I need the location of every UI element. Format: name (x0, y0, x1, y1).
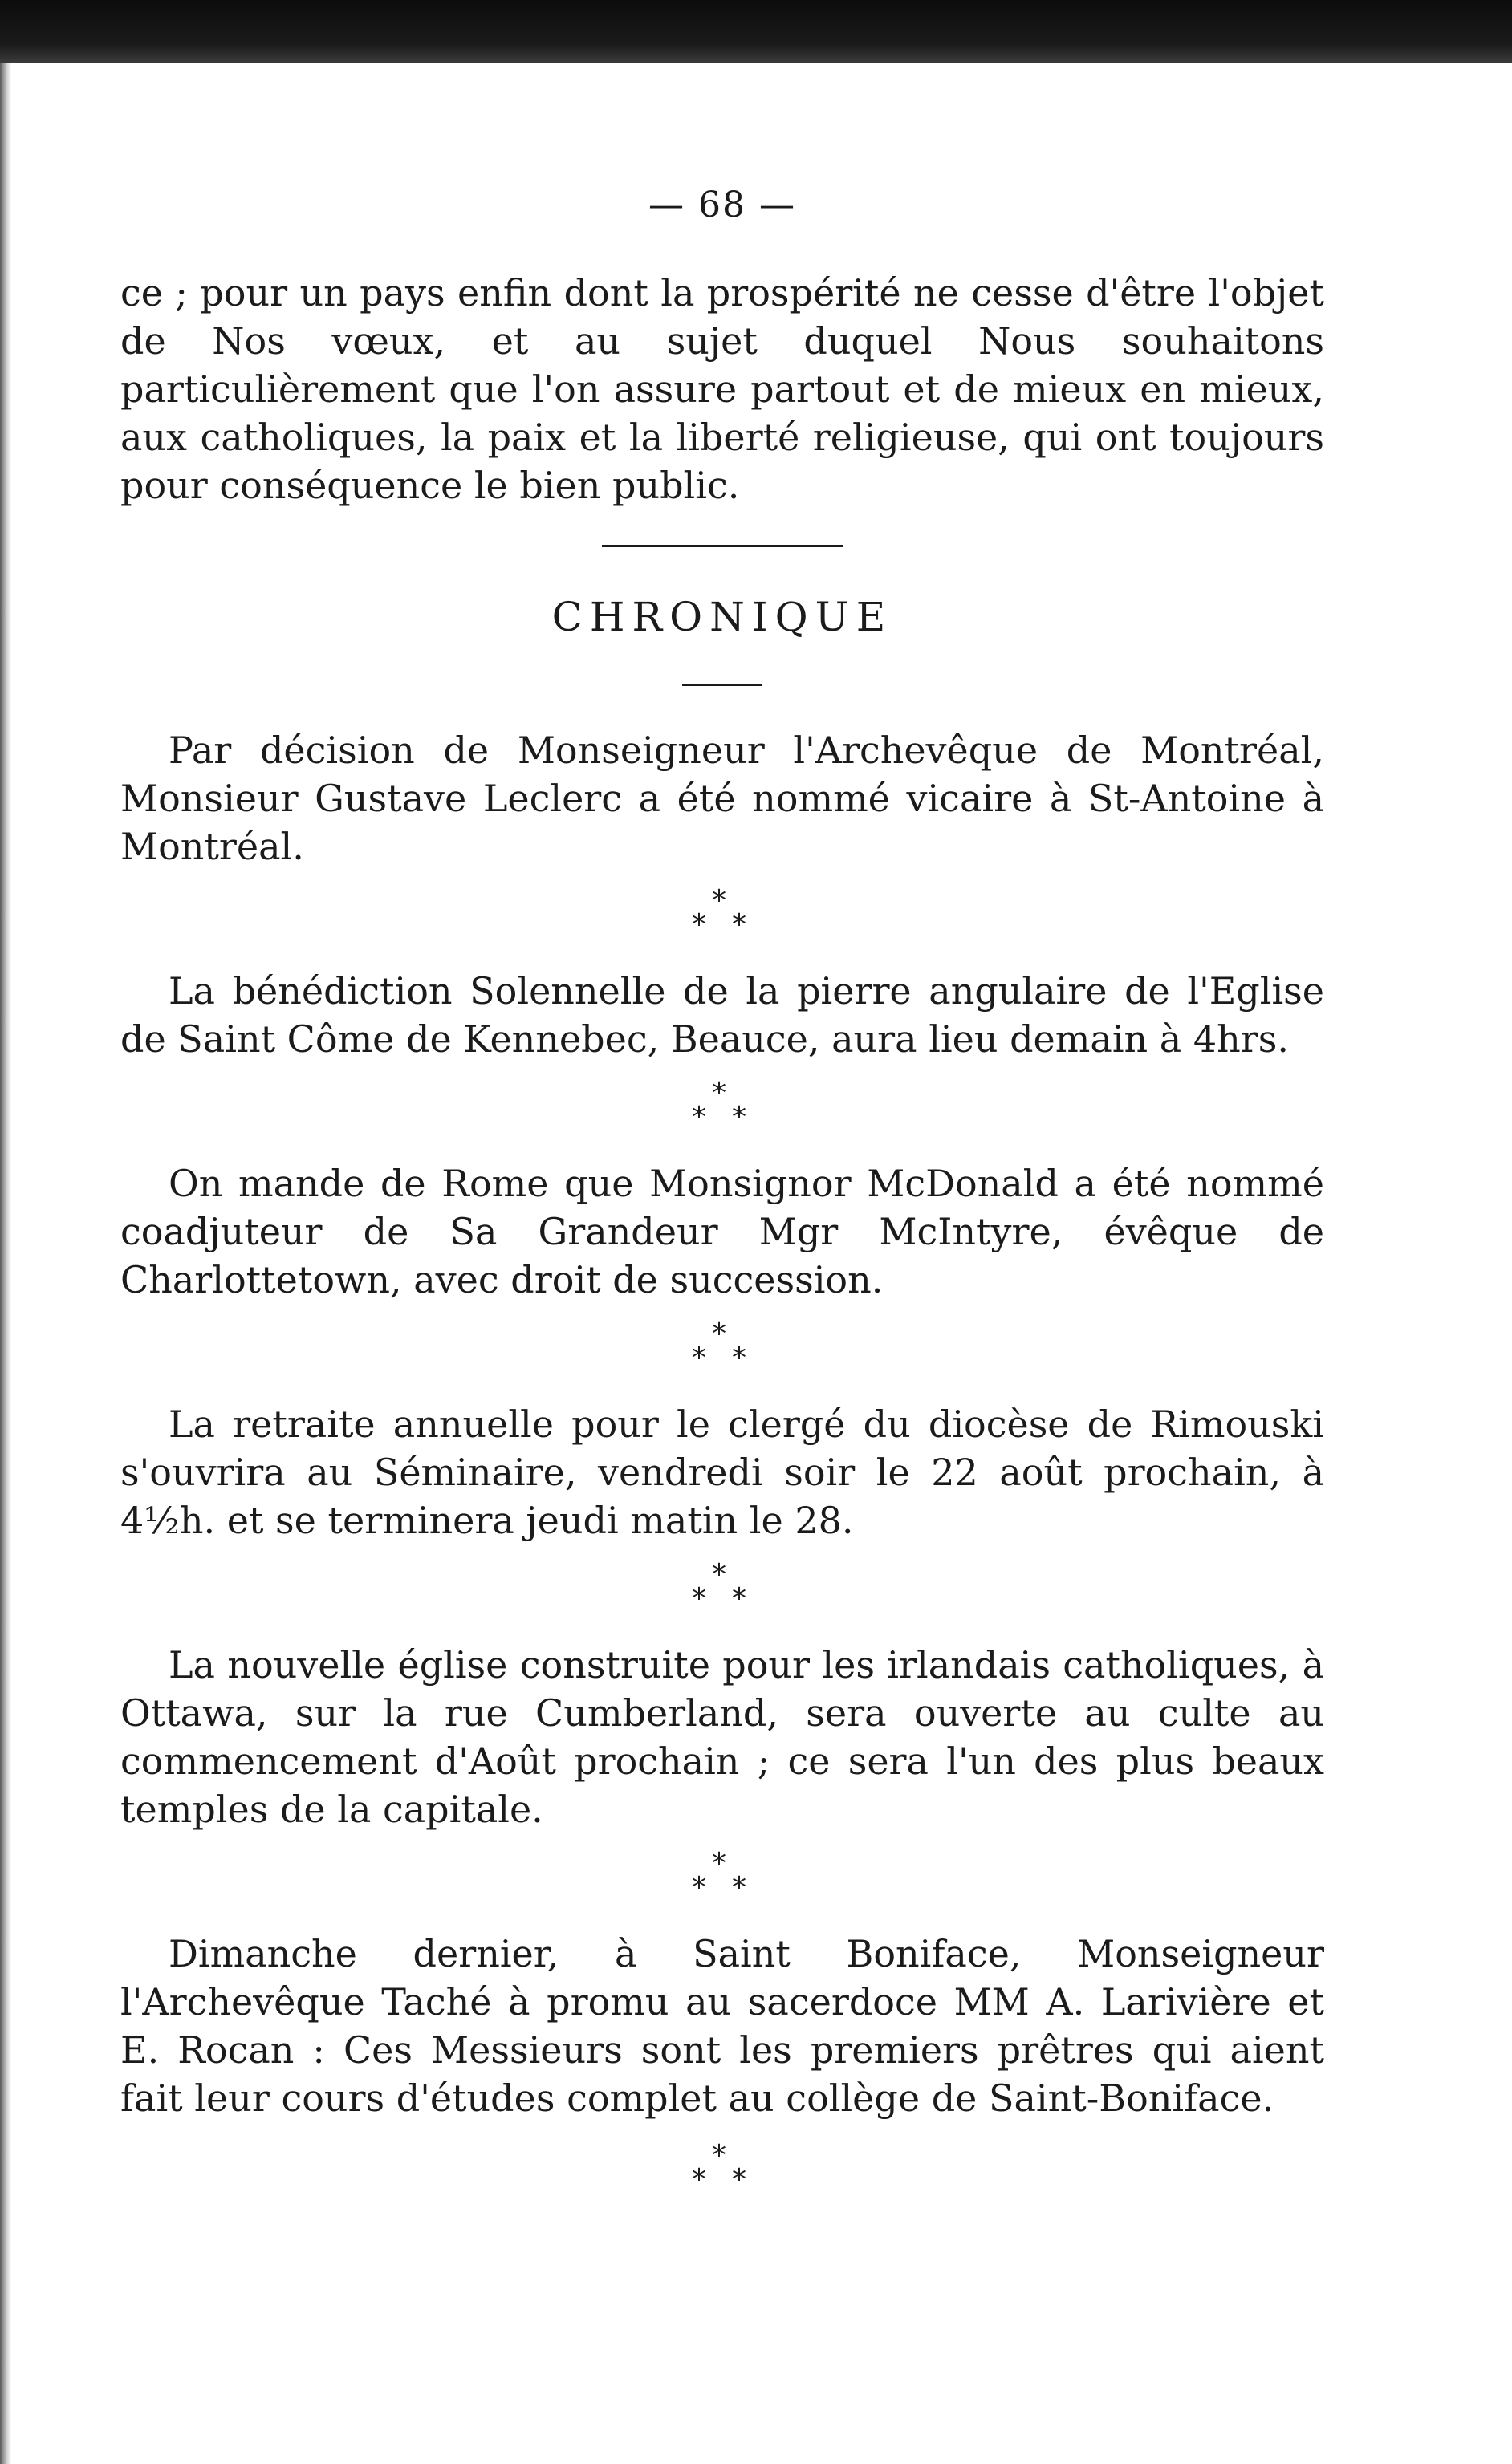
asterism-separator: * * * (692, 1847, 746, 1904)
intro-paragraph: ce ; pour un pays enfin dont la prospérité ne cesse d'être l'objet de Nos vœux, et au sujet duquel Nous souhaitons particulièrement que l'on assure partout et de mieux en mieux, aux catholiques, la paix et la liberté religieuse, qui ont toujours pour conséquence le bien public. (120, 271, 1324, 507)
news-item: On mande de Rome que Monsignor McDonald a été nommé coadjuteur de Sa Grandeur Mgr McIntyre, évêque de Charlottetown, avec droit de succession. (120, 1162, 1324, 1301)
news-item: Dimanche dernier, à Saint Boniface, Monseigneur l'Archevêque Taché à promu au sacerdoce MM A. Larivière et E. Rocan : Ces Messieurs sont les premiers prêtres qui aient fait leur cours d'études complet au collège de Saint-Boniface. (120, 1932, 1324, 2120)
document-page (120, 185, 1324, 2222)
page-number: — 68 — (648, 185, 796, 225)
title-underline (682, 684, 762, 686)
asterism-separator: * * * (692, 2139, 746, 2196)
news-item: La nouvelle église construite pour les irlandais catholiques, à Ottawa, sur la rue Cumberland, sera ouverte au culte au commencement d'Août prochain ; ce sera l'un des plus beaux temples de la capitale. (120, 1643, 1324, 1831)
news-item: La retraite annuelle pour le clergé du diocèse de Rimouski s'ouvrira au Séminaire, vendredi soir le 22 août prochain, à 4½h. et se terminera jeudi matin le 28. (120, 1402, 1324, 1542)
asterism-separator: * * * (692, 1317, 746, 1374)
scan-border-left (0, 63, 11, 2464)
section-title: CHRONIQUE (551, 594, 893, 640)
news-item: Par décision de Monseigneur l'Archevêque de Montréal, Monsieur Gustave Leclerc a été nommé vicaire à St-Antoine à Montréal. (120, 729, 1324, 868)
asterism-separator: * * * (692, 884, 746, 941)
scan-border-top (0, 0, 1512, 63)
asterism-separator: * * * (692, 1077, 746, 1134)
news-item: La bénédiction Solennelle de la pierre angulaire de l'Eglise de Saint Côme de Kennebec, Beauce, aura lieu demain à 4hrs. (120, 969, 1324, 1061)
section-divider (602, 545, 843, 547)
asterism-separator: * * * (692, 1558, 746, 1615)
